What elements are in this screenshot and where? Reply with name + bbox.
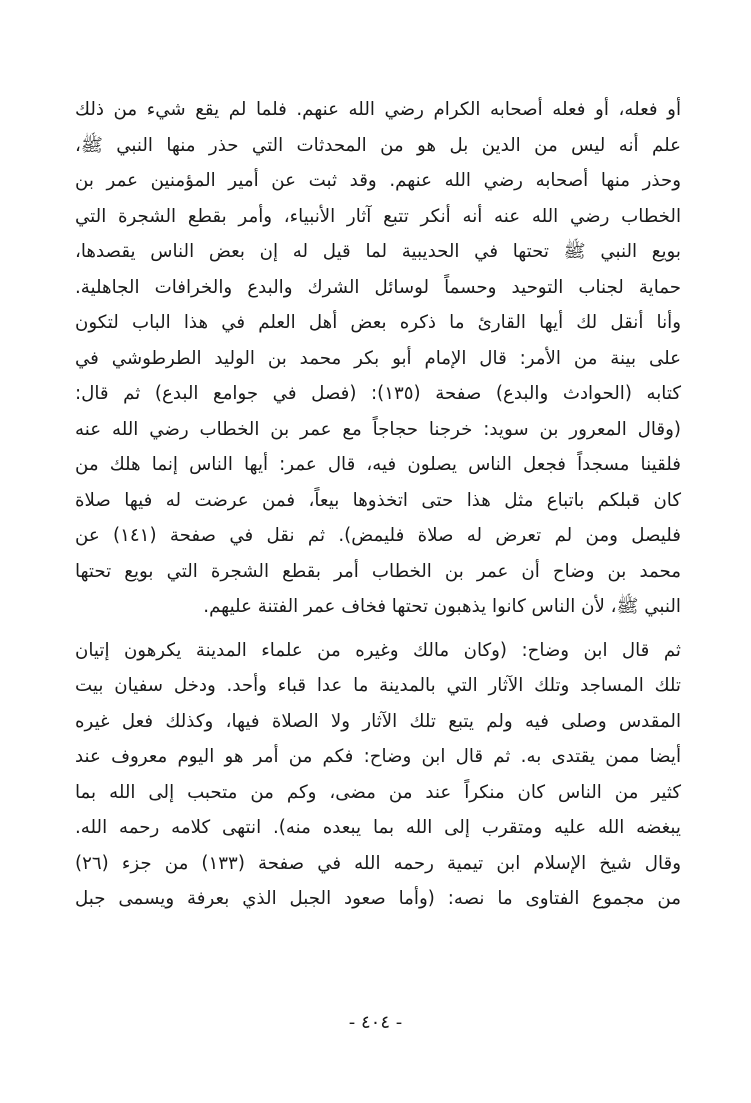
text-line: وأنا أنقل لك أيها القارئ ما ذكره بعض أهل العلم في هذا الباب لتكون [75, 312, 681, 333]
text-line: من مجموع الفتاوى ما نصه: (وأما صعود الجبل الذي بعرفة ويسمى جبل [75, 888, 681, 909]
paragraph-2 [75, 633, 681, 917]
text-line: الخطاب رضي الله عنه أنه أنكر تتبع آثار الأنبياء، وأمر بقطع الشجرة التي [75, 205, 681, 227]
text-line: فليصل ومن لم تعرض له صلاة فليمض). ثم نقل في صفحة (١٤١) عن [75, 525, 681, 546]
text-line: أيضا ممن يقتدى به. ثم قال ابن وضاح: فكم من أمر هو اليوم معروف عند [75, 746, 681, 767]
text-line: أو فعله، أو فعله أصحابه الكرام رضي الله عنهم. فلما لم يقع شيء من ذلك [75, 99, 681, 120]
paragraph-1 [75, 92, 681, 625]
text-line: محمد بن وضاح أن عمر بن الخطاب أمر بقطع الشجرة التي بويع تحتها [75, 560, 681, 582]
text-line: كتابه (الحوادث والبدع) صفحة (١٣٥): (فصل في جوامع البدع) ثم قال: [75, 383, 681, 404]
text-line: (وقال المعرور بن سويد: خرجنا حجاجاً مع عمر بن الخطاب رضي الله عنه [75, 418, 681, 440]
text-line: تلك المساجد وتلك الآثار التي بالمدينة ما عدا قباء وأحد. ودخل سفيان بيت [75, 675, 681, 696]
page-number: - ٤٠٤ - [348, 1012, 403, 1033]
text-line: بويع النبي ﷺ تحتها في الحديبية لما قيل له إن بعض الناس يقصدها، [75, 241, 681, 262]
text-line: المقدس وصلى فيه ولم يتبع تلك الآثار ولا الصلاة فيها، وكذلك فعل غيره [75, 710, 681, 732]
text-line: وحذر منها أصحابه رضي الله عنهم. وقد ثبت عن أمير المؤمنين عمر بن [75, 170, 681, 191]
text-line: وقال شيخ الإسلام ابن تيمية رحمه الله في صفحة (١٣٣) من جزء (٢٦) [75, 852, 681, 874]
text-line: كثير من الناس كان منكراً عند من مضى، وكم من متحبب إلى الله بما [75, 781, 681, 803]
text-line: على بينة من الأمر: قال الإمام أبو بكر محمد بن الوليد الطرطوشي في [75, 347, 681, 369]
text-line: يبغضه الله عليه ومتقرب إلى الله بما يبعده منه). انتهى كلامه رحمه الله. [75, 817, 681, 838]
text-line: كان قبلكم باتباع مثل هذا حتى اتخذوها بيعاً، فمن عرضت له فيها صلاة [75, 489, 681, 511]
text-line: علم أنه ليس من الدين بل هو من المحدثات التي حذر منها النبي ﷺ، [75, 134, 681, 156]
text-line: ثم قال ابن وضاح: (وكان مالك وغيره من علماء المدينة يكرهون إتيان [75, 639, 681, 661]
text-line: حماية لجناب التوحيد وحسماً لوسائل الشرك والبدع والخرافات الجاهلية. [75, 276, 681, 298]
page-body [75, 92, 681, 917]
text-line: فلقينا مسجداً فجعل الناس يصلون فيه، قال عمر: أيها الناس إنما هلك من [75, 454, 681, 475]
text-line: النبي ﷺ، لأن الناس كانوا يذهبون تحتها فخاف عمر الفتنة عليهم. [203, 596, 681, 617]
